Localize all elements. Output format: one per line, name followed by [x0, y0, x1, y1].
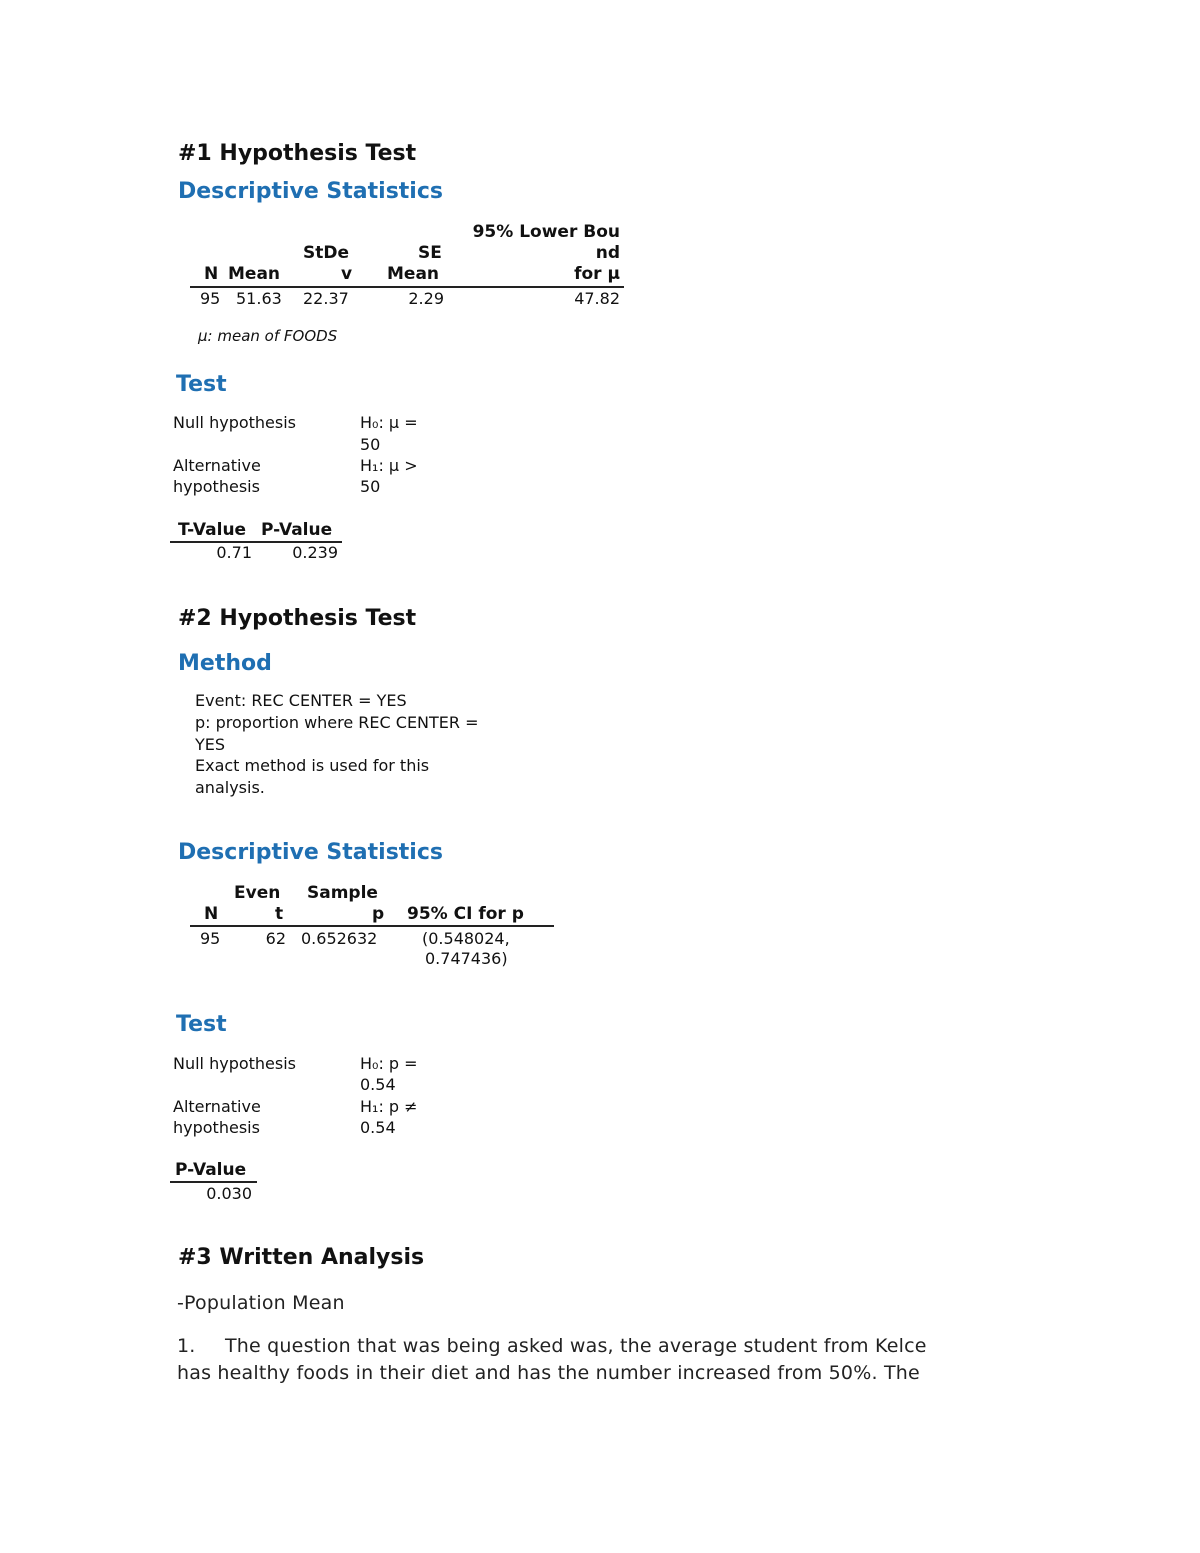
pvalue-cell: 0.239: [292, 543, 338, 562]
alt-hypothesis-value-1: H₁: μ >: [360, 456, 418, 475]
cell-ci-1: (0.548024,: [422, 929, 510, 948]
cell-sample-p: 0.652632: [301, 929, 378, 948]
cell-se-mean: 2.29: [408, 289, 444, 308]
col-se-header-2: Mean: [387, 264, 440, 284]
alt-hypothesis-value-2: 0.54: [360, 1118, 396, 1137]
alt-hypothesis-label-1: Alternative: [173, 456, 261, 475]
col-lower-bound-header-1: 95% Lower Bou: [472, 222, 620, 242]
method-line: p: proportion where REC CENTER =: [195, 713, 479, 732]
col-n-header: N: [204, 904, 219, 924]
descriptive-statistics-title: Descriptive Statistics: [178, 179, 443, 204]
col-sample-header-1: Sample: [307, 883, 378, 903]
cell-ci-2: 0.747436): [425, 949, 508, 968]
col-mean-header: Mean: [228, 264, 281, 284]
null-hypothesis-label: Null hypothesis: [173, 413, 297, 432]
null-hypothesis-label: Null hypothesis: [173, 1054, 297, 1073]
population-mean-subhead: -Population Mean: [177, 1292, 345, 1314]
section2-heading: #2 Hypothesis Test: [178, 606, 417, 631]
test-title-2: Test: [176, 1012, 227, 1037]
col-lower-bound-header-3: for μ: [574, 264, 620, 284]
method-line: YES: [195, 735, 226, 754]
test-title: Test: [176, 372, 227, 397]
tvalue-cell: 0.71: [216, 543, 252, 562]
col-event-header-2: t: [275, 904, 284, 924]
col-stdev-header-2: v: [341, 264, 353, 284]
paragraph-line-2: has healthy foods in their diet and has the number increased from 50%. The: [177, 1362, 920, 1384]
null-hypothesis-value-1: H₀: p =: [360, 1054, 418, 1073]
cell-stdev: 22.37: [303, 289, 349, 308]
col-stdev-header-1: StDe: [303, 243, 350, 263]
alt-hypothesis-label-2: hypothesis: [173, 477, 260, 496]
col-event-header-1: Even: [234, 883, 281, 903]
col-n-header: N: [204, 264, 219, 284]
method-line: analysis.: [195, 778, 265, 797]
cell-n: 95: [200, 929, 221, 948]
alt-hypothesis-label-2: hypothesis: [173, 1118, 260, 1137]
section3-heading: #3 Written Analysis: [178, 1245, 425, 1270]
pvalue-header: P-Value: [261, 520, 333, 540]
list-item-number: 1.: [177, 1335, 196, 1357]
table-header-rule: [190, 925, 554, 927]
method-title: Method: [178, 651, 272, 676]
section1-heading: #1 Hypothesis Test: [178, 141, 417, 166]
method-line: Exact method is used for this: [195, 756, 430, 775]
table-header-rule: [190, 286, 624, 288]
pvalue-cell: 0.030: [206, 1184, 252, 1203]
col-sample-header-2: p: [372, 904, 385, 924]
descriptive-statistics-title-2: Descriptive Statistics: [178, 840, 443, 865]
col-ci-header: 95% CI for p: [407, 904, 524, 924]
cell-n: 95: [200, 289, 221, 308]
paragraph-line-1: The question that was being asked was, the average student from Kelce: [225, 1335, 927, 1357]
pvalue-header: P-Value: [175, 1160, 247, 1180]
method-line: Event: REC CENTER = YES: [195, 691, 407, 710]
alt-hypothesis-value-1: H₁: p ≠: [360, 1097, 418, 1116]
col-lower-bound-header-2: nd: [595, 243, 620, 263]
null-hypothesis-value-2: 50: [360, 435, 381, 454]
alt-hypothesis-value-2: 50: [360, 477, 381, 496]
col-se-header-1: SE: [418, 243, 442, 263]
tvalue-header: T-Value: [178, 520, 247, 540]
null-hypothesis-value-1: H₀: μ =: [360, 413, 418, 432]
null-hypothesis-value-2: 0.54: [360, 1075, 396, 1094]
cell-lower-bound: 47.82: [574, 289, 620, 308]
cell-event: 62: [265, 929, 286, 948]
pvalue-header-rule: [170, 1181, 257, 1183]
cell-mean: 51.63: [236, 289, 282, 308]
alt-hypothesis-label-1: Alternative: [173, 1097, 261, 1116]
mu-note: μ: mean of FOODS: [198, 327, 338, 345]
